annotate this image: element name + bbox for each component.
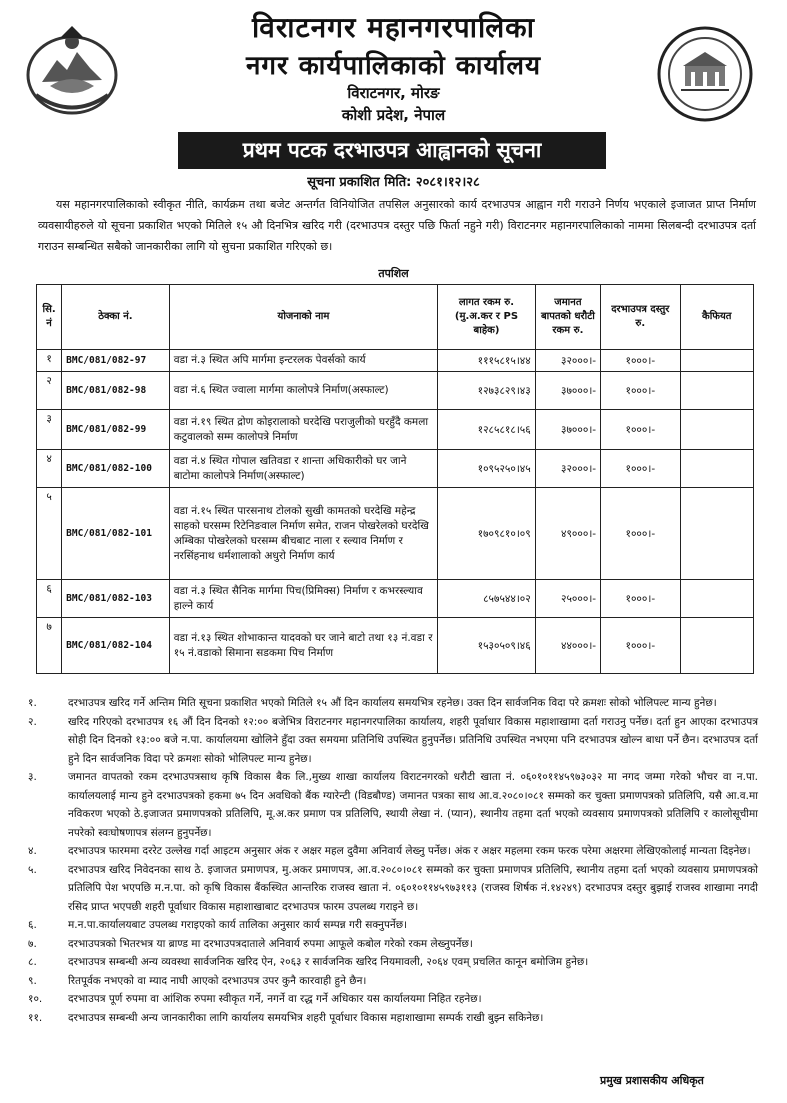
list-item [28,935,758,954]
table-row [37,410,754,450]
row-fee: १०००।- [601,372,680,410]
table-row [37,580,754,618]
row-cost: १०९५२५०।४५ [438,450,536,488]
row-sn: २ [37,372,62,410]
row-cost: १५३०५०९।४६ [438,618,536,674]
row-remarks [680,580,753,618]
row-cost: १७०९८१०।०९ [438,488,536,580]
col-header-fee: दरभाउपत्र दस्तुर रु. [601,285,680,350]
col-header-cost: लागत रकम रु. (मु.अ.कर र PS बाहेक) [438,285,536,350]
term-number: १. [28,697,37,709]
term-text: जमानत वापतको रकम दरभाउपत्रसाथ कृषि विकास बैक लि.,मुख्य शाखा कार्यालय विराटनगरको धरौटी खाता नं. ०६०१०११४५९७३०३२ मा नगद जम्मा गरेको भौचर वा न.पा. कार्यालयलाई मान्य हुने दरभाउपत्रको हकमा ७५ दिन अवधिको बैंक ग्यारेन्टी (विडबौण्ड) जमानत पत्रका साथ आ.व.२०८०।०८१ सम्मको कर चुक्ता प्रमाणपत्रको प्रतिलिपि, यसै आ.व.मा नविकरण भएको ठे.इजाजत प्रमाणपत्रको प्रतिलिपि, मू.अ.कर प्रमाण पत्र प्रतिलिपि, स्थायी लेखा नं. (प्यान), स्थानीय तहमा दर्ता भएको व्यवसाय प्रमाणपत्रको प्रतिलिपि र कालोसूचीमा नपरेको स्वःघोषणापत्र संलग्न हुनुपर्नेछ। [68,771,758,839]
schedule-heading: तपशिल [378,267,409,280]
municipality-name: विराटनगर महानगरपालिका [252,11,535,44]
table-header-row [37,285,754,350]
row-project-name: वडा नं.६ स्थित ज्वाला मार्गमा कालोपत्रे निर्माण(अस्फाल्ट) [169,372,437,410]
row-deposit: ३२०००।- [535,450,600,488]
row-project-name: वडा नं.३ स्थित सैनिक मार्गमा पिच(प्रिमिक्स) निर्माण र कभरस्ल्याव हाल्ने कार्य [169,580,437,618]
row-sn: ६ [37,580,62,618]
row-deposit: ४९०००।- [535,488,600,580]
col-header-deposit: जमानत बापतको धरौटी रकम रु. [535,285,600,350]
term-number: ५. [28,863,37,876]
contracts-table [36,284,754,674]
list-item [28,916,758,935]
office-province: कोशी प्रदेश, नेपाल [341,106,446,124]
table-row [37,372,754,410]
intro-paragraph: यस महानगरपालिकाको स्वीकृत नीति, कार्यक्रम तथा बजेट अन्तर्गत विनियोजित तपसिल अनुसारको कार्य दरभाउपत्र आह्वान गरी गराउने निर्णय भएकाले इजाजत प्राप्त निर्माण व्यवसायीहरुले यो सूचना प्रकाशित भएको मितिले १५ औ दिनभित्र खरिद गरी (दरभाउपत्र दस्तुर पछि फिर्ता नहुने गरी) विराटनगर महानगरपालिकाको नाममा सिलबन्दी दरभाउपत्र दर्ता गराउन सम्बन्धित सबैको जानकारीका लागि यो सुचना प्रकाशित गरिएको छ। [38,198,756,253]
row-remarks [680,350,753,372]
row-sn: ५ [37,488,62,580]
term-text: दरभाउपत्र सम्बन्धी अन्य जानकारीका लागि कार्यालय समयभित्र शहरी पूर्वाधार विकास महाशाखामा सम्पर्क राखी बुझ्न सकिनेछ। [68,1011,544,1024]
terms-list [28,694,758,1027]
office-location: विराटनगर, मोरङ [347,84,440,102]
col-header-sn: सि. नं [37,285,62,350]
term-number: ७. [28,937,37,950]
term-number: २. [28,715,37,728]
row-remarks [680,450,753,488]
row-cost: १२७३८२९।४३ [438,372,536,410]
row-fee: १०००।- [601,580,680,618]
row-project-name: वडा नं.४ स्थित गोपाल खतिवडा र शान्ता अधिकारीको घर जाने बाटोमा कालोपत्रे निर्माण(अस्फाल्ट) [169,450,437,488]
row-sn: ४ [37,450,62,488]
term-number: १०. [28,993,43,1005]
row-deposit: ३७०००।- [535,410,600,450]
term-number: ८. [28,956,37,968]
term-text: रितपूर्वक नभएको वा म्याद नाघी आएको दरभाउपत्र उपर कुनै कारवाही हुने छैन। [68,974,367,987]
list-item [28,842,758,861]
row-cost: १११५८१५।४४ [438,350,536,372]
term-text: दरभाउपत्र फारममा दररेट उल्लेख गर्दा आइटम अनुसार अंक र अक्षर महल दुवैमा अनिवार्य लेख्नु पर्नेछ। अंक र अक्षर महलमा रकम फरक परेमा अक्षरमा लेखिएकोलाई मान्यता दिइनेछ। [68,845,751,857]
col-header-code: ठेक्का नं. [62,285,170,350]
term-number: ६. [28,919,37,931]
row-sn: ७ [37,618,62,674]
notice-title-banner: प्रथम पटक दरभाउपत्र आह्वानको सूचना [178,132,606,169]
term-number: ९. [28,974,37,987]
table-row [37,350,754,372]
row-remarks [680,618,753,674]
row-contract-no: BMC/081/082-104 [62,618,170,674]
row-fee: १०००।- [601,350,680,372]
term-text: खरिद गरिएको दरभाउपत्र १६ औं दिन दिनको १२:०० बजेभित्र विराटनगर महानगरपालिका कार्यालय, शहरी पूर्वाधार विकास महाशाखामा दर्ता गराउनु पर्नेछ। दर्ता हुन आएका दरभाउपत्र सोही दिन दिनको १३:०० बजे न.पा. कार्यालयमा खोलिने हुँदा उक्त समयमा प्रतिनिधि उपस्थित हुनुपर्नेछ। प्रतिनिधि उपस्थित नभएमा पनि दरभाउपत्र खोल्न बाधा पर्ने छैन। दरभाउपत्र दर्ता हुने दिन सार्वजनिक विदा परे क्रमशः सोको भोलिपल्ट मान्य हुनेछ। [68,715,758,765]
term-text: दरभाउपत्र खरिद निवेदनका साथ ठे. इजाजत प्रमाणपत्र, मु.अकर प्रमाणपत्र, आ.व.२०८०।०८१ सम्मको कर चुक्ता प्रमाणपत्र प्रतिलिपि, स्थानीय तहमा दर्ता भएको व्यवसाय प्रमाणपत्रको प्रतिलिपि पेश भएपछि म.न.पा. को कृषि विकास बैंकस्थित आन्तरिक राजस्व खाता नं. ०६०१०११४५९७३११३ (राजस्व शिर्षक नं.१४२४९) दरभाउपत्र दस्तुर बुझाई राजस्व शाखामा नगदी रसिद प्राप्त भएपछी शहरी पूर्वाधार विकास महाशाखाबाट दरभाउपत्र फारम उपलब्ध गराइने छ। [68,863,758,913]
publication-date: सूचना प्रकाशित मिति: २०८१।१२।२८ [307,175,480,190]
row-contract-no: BMC/081/082-98 [62,372,170,410]
term-number: ११. [28,1011,43,1024]
term-text: दरभाउपत्र खरिद गर्ने अन्तिम मिति सूचना प्रकाशित भएको मितिले १५ औं दिन कार्यालय समयभित्र रहनेछ। उक्त दिन सार्वजनिक विदा परे क्रमशः सोको भोलिपल्ट मान्य हुनेछ। [68,697,717,709]
row-contract-no: BMC/081/082-99 [62,410,170,450]
col-header-name: योजनाको नाम [169,285,437,350]
row-fee: १०००।- [601,618,680,674]
row-contract-no: BMC/081/082-103 [62,580,170,618]
list-item [28,953,758,972]
row-deposit: ४४०००।- [535,618,600,674]
row-sn: १ [37,350,62,372]
row-contract-no: BMC/081/082-101 [62,488,170,580]
term-number: ३. [28,771,37,783]
col-header-remarks: कैफियत [680,285,753,350]
row-project-name: वडा नं.१९ स्थित द्रोण कोइरालाको घरदेखि पराजुलीको घरहुँदै कमला कटुवालको सम्म कालोपत्रे निर्माण [169,410,437,450]
row-project-name: वडा नं.३ स्थित अपि मार्गमा इन्टरलक पेवर्सको कार्य [169,350,437,372]
list-item [28,713,758,769]
row-fee: १०००।- [601,450,680,488]
office-name: नगर कार्यपालिकाको कार्यालय [245,51,542,81]
row-project-name: वडा नं.१५ स्थित पारसनाथ टोलको सुखी कामतको घरदेखि महेन्द्र साहको घरसम्म रिटेनिङवाल निर्माण समेत, राजन पोखरेलको घरदेखि अम्बिका पोखरेलको घरसम्म बीचबाट नाला र स्ल्याव निर्माण र नरसिंहनाथ धर्मशालाको अधुरो निर्माण कार्य [169,488,437,580]
list-item [28,1009,758,1028]
term-text: म.न.पा.कार्यालयबाट उपलब्ध गराइएको कार्य तालिका अनुसार कार्य सम्पन्न गरी सक्नुपर्नेछ। [68,919,408,931]
row-remarks [680,410,753,450]
row-remarks [680,488,753,580]
signatory-title: प्रमुख प्रशासकीय अधिकृत [600,1074,704,1087]
row-cost: ८५७५४४।०२ [438,580,536,618]
row-remarks [680,372,753,410]
row-contract-no: BMC/081/082-100 [62,450,170,488]
list-item [28,990,758,1009]
table-row [37,450,754,488]
row-fee: १०००।- [601,410,680,450]
term-text: दरभाउपत्र सम्बन्धी अन्य व्यवस्था सार्वजनिक खरिद ऐन, २०६३ र सार्वजनिक खरिद नियमावली, २०६४ एवम् प्रचलित कानून बमोजिम हुनेछ। [68,956,589,968]
row-deposit: २५०००।- [535,580,600,618]
term-text: दरभाउपत्र पूर्ण रुपमा वा आंशिक रुपमा स्वीकृत गर्ने, नगर्ने वा रद्ध गर्ने अधिकार यस कार्यालयमा निहित रहनेछ। [68,993,482,1005]
table-row [37,618,754,674]
row-deposit: ३२०००।- [535,350,600,372]
row-deposit: ३७०००।- [535,372,600,410]
list-item [28,972,758,991]
row-project-name: वडा नं.१३ स्थित शोभाकान्त यादवको घर जाने बाटो तथा १३ नं.वडा र १५ नं.वडाको सिमाना सडकमा पिच निर्माण [169,618,437,674]
list-item [28,768,758,842]
table-row [37,488,754,580]
row-sn: ३ [37,410,62,450]
list-item [28,694,758,713]
list-item [28,861,758,917]
row-fee: १०००।- [601,488,680,580]
row-cost: १२८५८१८।५६ [438,410,536,450]
term-number: ४. [28,845,37,857]
term-text: दरभाउपत्रको भितरभत्र या ब्राण्ड मा दरभाउपत्रदाताले अनिवार्य रुपमा आफूले कबोल गरेको रकम लेख्नुपर्नेछ। [68,937,473,950]
row-contract-no: BMC/081/082-97 [62,350,170,372]
